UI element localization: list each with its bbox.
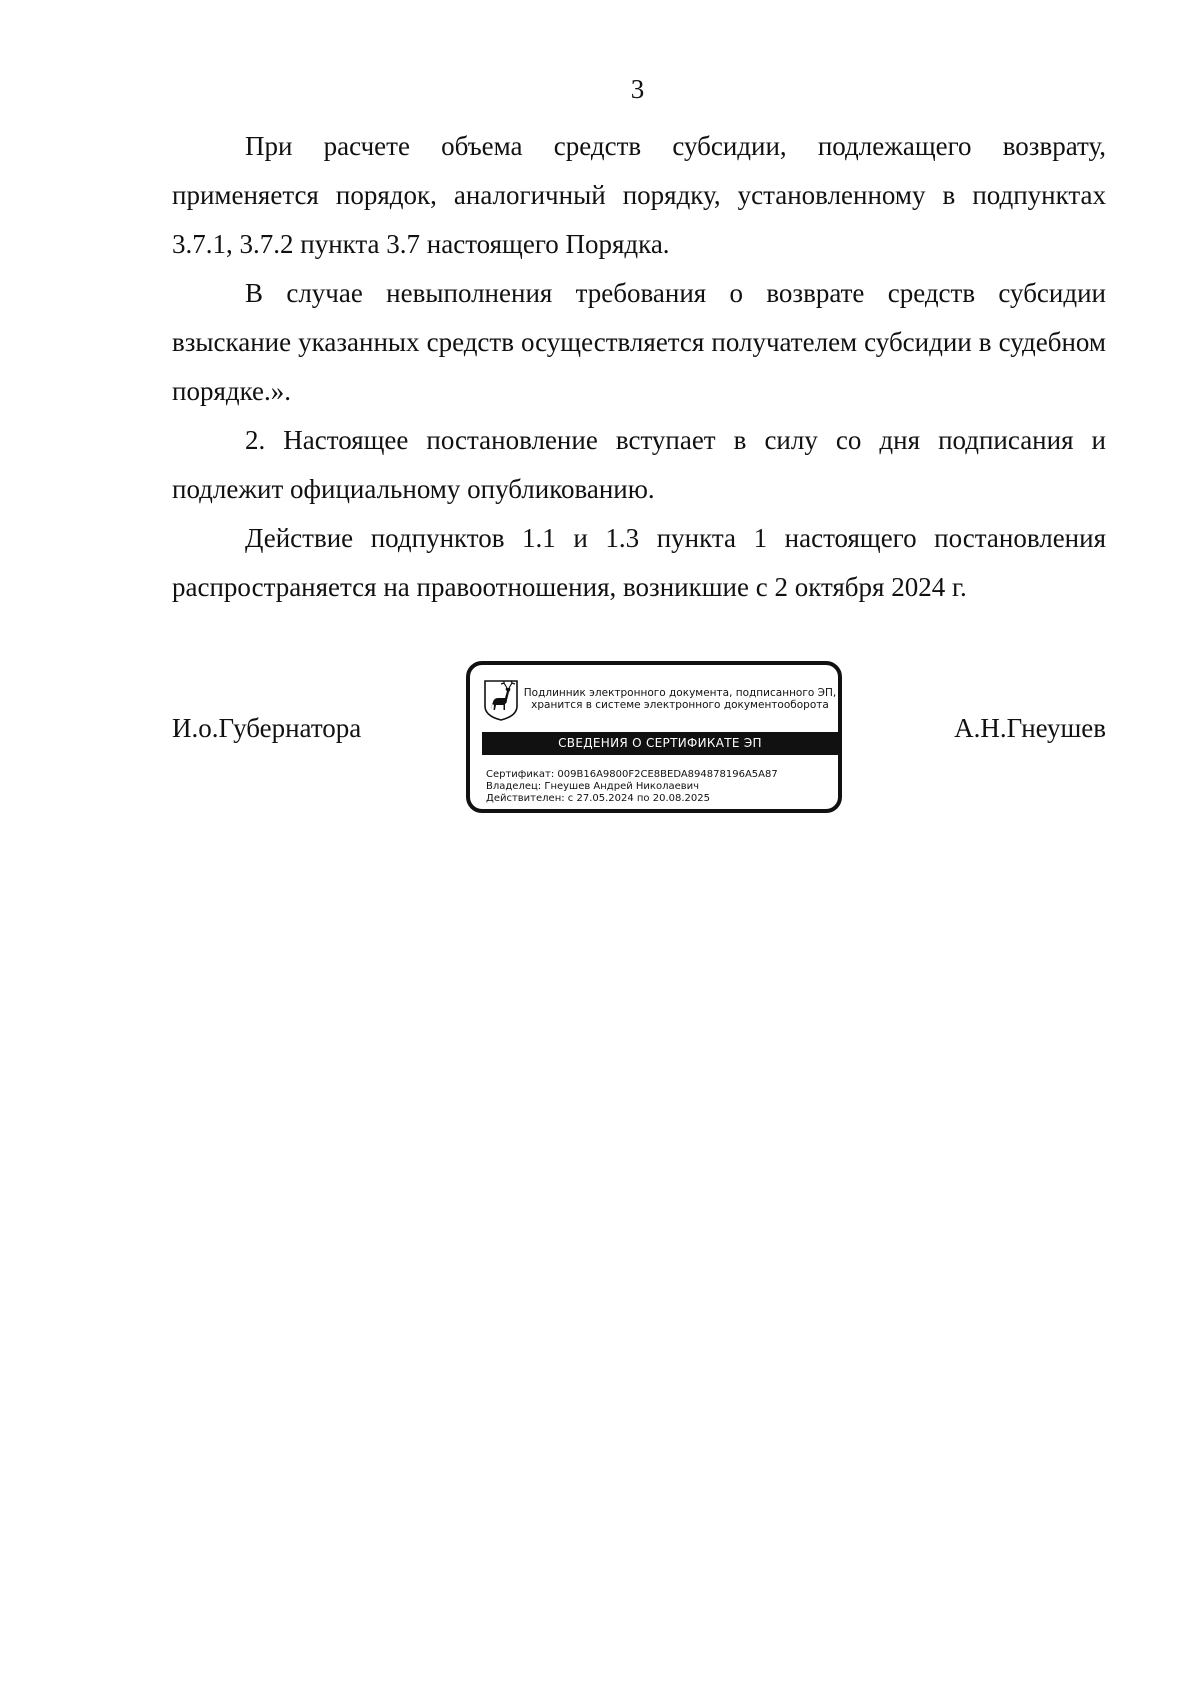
electronic-signature-stamp bbox=[466, 661, 842, 813]
coat-of-arms-deer-icon bbox=[483, 679, 519, 722]
signatory-name: А.Н.Гнеушев bbox=[954, 713, 1106, 743]
signatory-title: И.о.Губернатора bbox=[172, 713, 362, 743]
stamp-header bbox=[522, 687, 838, 711]
stamp-details bbox=[486, 769, 778, 805]
stamp-certificate-number: Сертификат: 009B16A9800F2CE8BEDA894878196A5A87 bbox=[486, 769, 778, 780]
paragraph-refund-calculation: При расчете объема средств субсидии, подлежащего возврату, применяется порядок, аналогичный порядку, установленному в подпунктах 3.7.1, 3.7.2 пункта 3.7 настоящего Порядка. bbox=[172, 131, 1106, 259]
stamp-header-line-2: хранится в системе электронного документооборота bbox=[531, 699, 829, 711]
stamp-owner: Владелец: Гнеушев Андрей Николаевич bbox=[486, 781, 700, 792]
stamp-validity: Действителен: с 27.05.2024 по 20.08.2025 bbox=[486, 793, 710, 804]
paragraph-retroactive-effect: Действие подпунктов 1.1 и 1.3 пункта 1 настоящего постановления распространяется на правоотношения, возникшие с 2 октября 2024 г. bbox=[172, 523, 1106, 602]
paragraph-entry-into-force: 2. Настоящее постановление вступает в силу со дня подписания и подлежит официальному опубликованию. bbox=[172, 425, 1106, 504]
stamp-header-line-1: Подлинник электронного документа, подписанного ЭП, bbox=[523, 687, 837, 699]
paragraph-court-recovery: В случае невыполнения требования о возврате средств субсидии взыскание указанных средств осуществляется получателем субсидии в судебном порядке.». bbox=[172, 278, 1106, 406]
stamp-certificate-bar: СВЕДЕНИЯ О СЕРТИФИКАТЕ ЭП bbox=[482, 732, 838, 755]
page-number: 3 bbox=[630, 74, 645, 104]
document-body bbox=[172, 122, 1106, 612]
